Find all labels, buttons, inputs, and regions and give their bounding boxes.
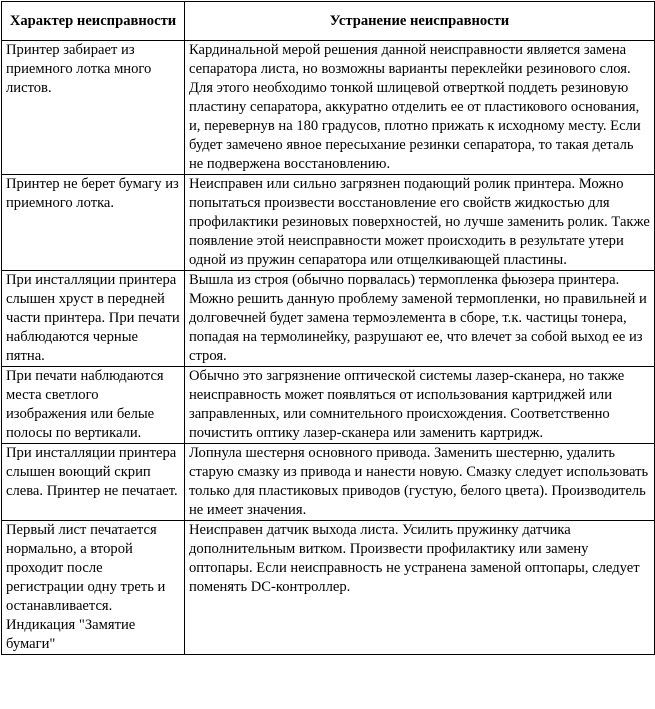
troubleshooting-table (1, 1, 655, 655)
table-row (2, 521, 655, 655)
problem-cell: Принтер не берет бумагу из приемного лотка. (2, 175, 185, 271)
table-row (2, 41, 655, 175)
table-row (2, 175, 655, 271)
table-row (2, 271, 655, 367)
table-row (2, 444, 655, 521)
problem-cell: При инсталляции принтера слышен воющий скрип слева. Принтер не печатает. (2, 444, 185, 521)
solution-cell: Вышла из строя (обычно порвалась) термопленка фьюзера принтера. Можно решить данную проблему заменой термопленки, но правильней и долговечней будет замена термоэлемента в сборе, т.к. частицы тонера, попадая на термолинейку, разрушают ее, что влечет за собой выход ее из строя. (185, 271, 655, 367)
solution-cell: Лопнула шестерня основного привода. Заменить шестерню, удалить старую смазку из привода и нанести новую. Смазку следует использовать только для пластиковых приводов (густую, белого цвета). Производитель не имеет значения. (185, 444, 655, 521)
table-row (2, 367, 655, 444)
solution-cell: Неисправен или сильно загрязнен подающий ролик принтера. Можно попытаться произвести восстановление его свойств жидкостью для профилактики резиновых поверхностей, но лучше заменить ролик. Также появление этой неисправности может происходить в результате утери одной из пружин сепаратора или отщелкивающей пластины. (185, 175, 655, 271)
solution-cell: Неисправен датчик выхода листа. Усилить пружинку датчика дополнительным витком. Произвести профилактику или замену оптопары. Если неисправность не устранена заменой оптопары, следует поменять DC-контроллер. (185, 521, 655, 655)
column-header-solution: Устранение неисправности (185, 2, 655, 41)
solution-cell: Кардинальной мерой решения данной неисправности является замена сепаратора листа, но возможны варианты переклейки резинового слоя. Для этого необходимо тонкой шлицевой отверткой поддеть резиновую пластину сепаратора, аккуратно отделить ее от пластикового основания, и, перевернув на 180 градусов, плотно прижать к исходному месту. Если будет замечено явное пересыхание резинки сепаратора, то такая деталь не подвержена восстановлению. (185, 41, 655, 175)
problem-cell: При инсталляции принтера слышен хруст в передней части принтера. При печати наблюдаются черные пятна. (2, 271, 185, 367)
solution-cell: Обычно это загрязнение оптической системы лазер-сканера, но также неисправность может появляться от использования картриджей или заправленных, или сомнительного происхождения. Соответственно почистить оптику лазер-сканера или заменить картридж. (185, 367, 655, 444)
problem-cell: Первый лист печатается нормально, а второй проходит после регистрации одну треть и останавливается. Индикация "Замятие бумаги" (2, 521, 185, 655)
column-header-problem: Характер неисправности (2, 2, 185, 41)
table-header-row (2, 2, 655, 41)
problem-cell: При печати наблюдаются места светлого изображения или белые полосы по вертикали. (2, 367, 185, 444)
problem-cell: Принтер забирает из приемного лотка много листов. (2, 41, 185, 175)
